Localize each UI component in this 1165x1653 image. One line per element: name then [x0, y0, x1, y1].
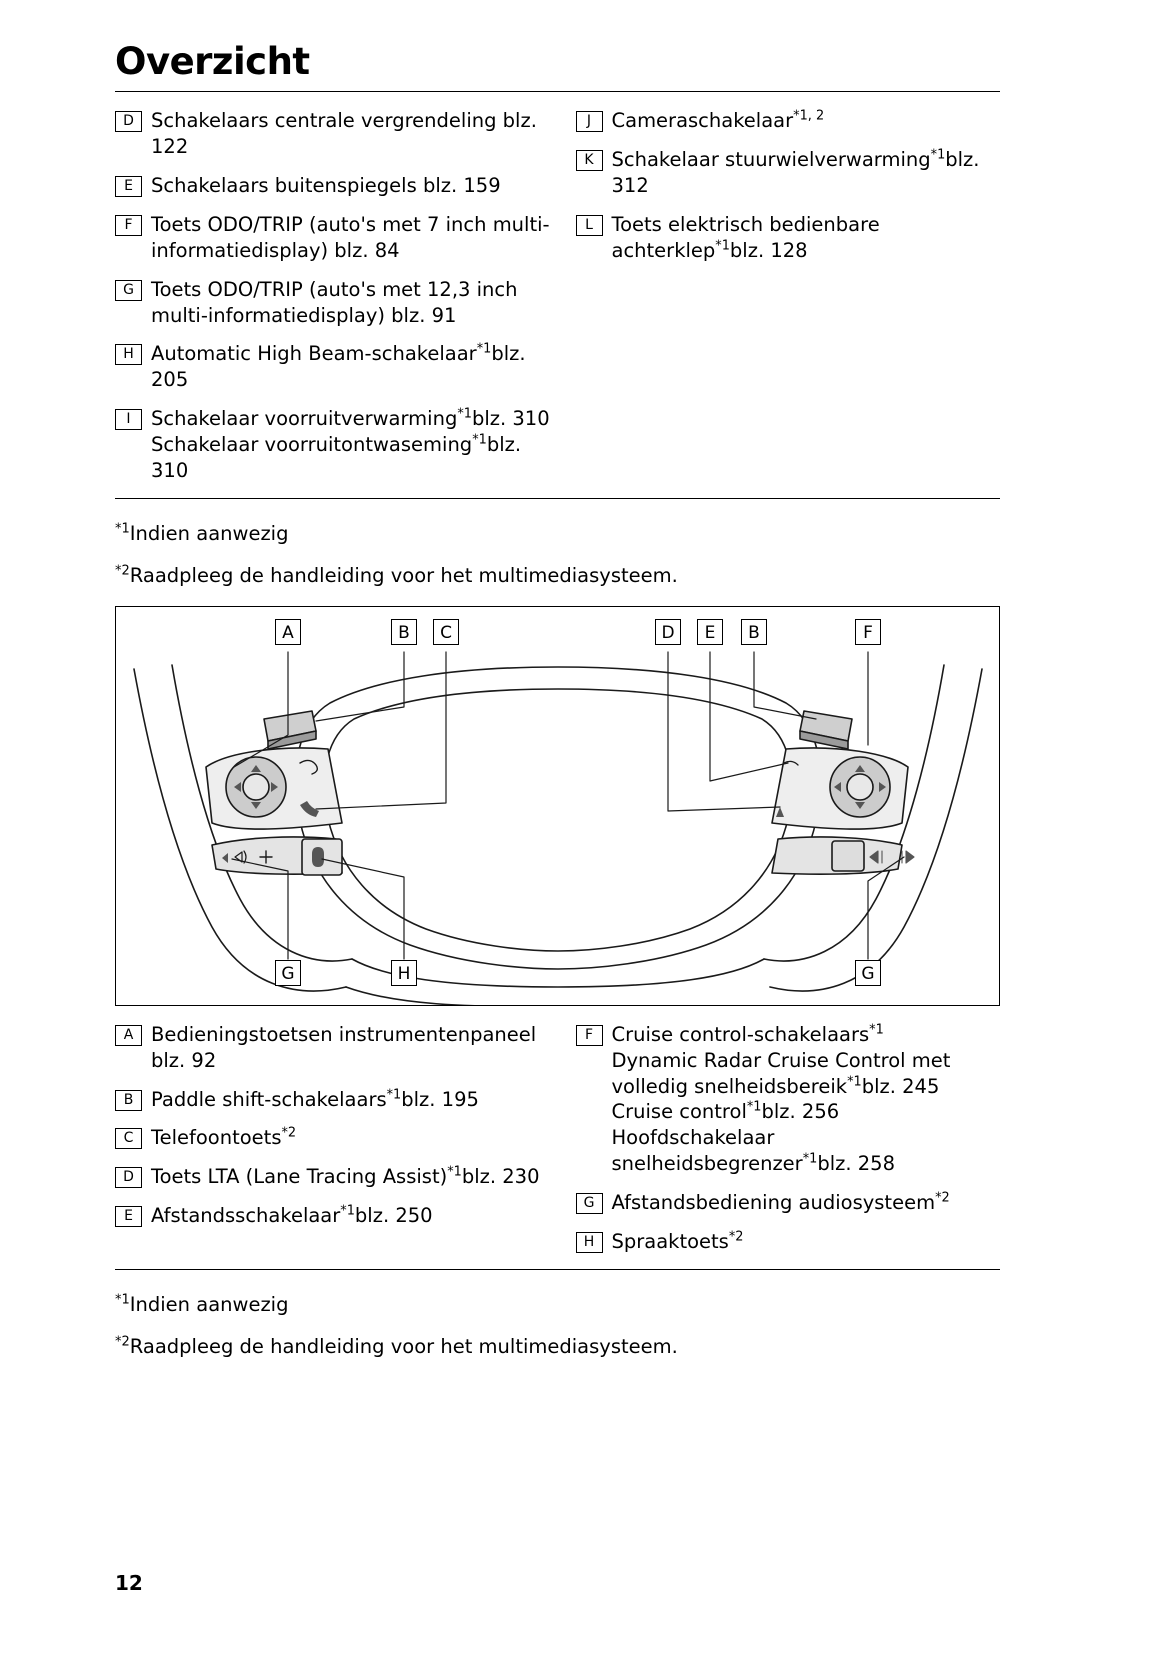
footnote-1: $^{*1}$Indien aanwezig	[115, 521, 289, 546]
legend-item	[115, 277, 558, 329]
legend-text-e: Schakelaars buitenspiegels blz. 159	[151, 173, 501, 197]
legend-item	[576, 147, 1001, 199]
figure-callout-f: F	[855, 619, 881, 645]
top-legend-left-column	[115, 108, 558, 484]
legend-key-d2: D	[115, 1167, 142, 1188]
legend-item	[576, 108, 1001, 134]
footnote-3-text: Indien aanwezig	[129, 1293, 289, 1317]
figure-callout-g-left: G	[275, 960, 301, 986]
legend-item	[115, 1087, 558, 1113]
top-footnotes	[115, 499, 1050, 590]
legend-key-c: C	[115, 1128, 142, 1149]
legend-text-k: Schakelaar stuurwielverwarming$^{*1}$blz. 312	[611, 147, 980, 197]
figure-callout-c: C	[433, 619, 459, 645]
legend-text-j: Cameraschakelaar$^{*1, 2}$	[611, 108, 825, 132]
legend-text-h: Automatic High Beam-schakelaar$^{*1}$blz. 205	[151, 341, 526, 392]
legend-text-g: Toets ODO/TRIP (auto's met 12,3 inch multi-informatiedisplay) blz. 91	[151, 277, 518, 327]
legend-item	[115, 108, 558, 160]
steering-wheel-figure	[115, 606, 1000, 1006]
legend-key-i: I	[115, 409, 142, 430]
legend-text-d2: Toets LTA (Lane Tracing Assist)$^{*1}$blz. 230	[151, 1164, 540, 1189]
legend-item	[115, 406, 558, 484]
legend-item	[115, 212, 558, 264]
legend-key-a: A	[115, 1025, 142, 1046]
legend-text-f: Toets ODO/TRIP (auto's met 7 inch multi-informatiedisplay) blz. 84	[151, 212, 550, 262]
legend-text-b: Paddle shift-schakelaars$^{*1}$blz. 195	[151, 1087, 479, 1111]
footnote-4: $^{*2}$Raadpleeg de handleiding voor het multimediasysteem.	[115, 1334, 678, 1359]
legend-item	[576, 1022, 1001, 1178]
bottom-legend-right-column	[558, 1022, 1001, 1255]
legend-text-e2: Afstandsschakelaar$^{*1}$blz. 250	[151, 1203, 433, 1228]
legend-item	[115, 173, 558, 199]
figure-callout-d: D	[655, 619, 681, 645]
figure-callout-h: H	[391, 960, 417, 986]
legend-item	[115, 1203, 558, 1229]
legend-key-j: J	[576, 111, 603, 132]
legend-key-g: G	[115, 280, 142, 301]
legend-item	[115, 341, 558, 393]
legend-text-c: Telefoontoets$^{*2}$	[151, 1125, 297, 1150]
figure-callout-b-left: B	[391, 619, 417, 645]
legend-key-f2: F	[576, 1025, 603, 1046]
legend-key-e2: E	[115, 1206, 142, 1227]
legend-item	[115, 1164, 558, 1190]
legend-key-e: E	[115, 176, 142, 197]
legend-key-d: D	[115, 111, 142, 132]
footnote-1-text: Indien aanwezig	[129, 522, 289, 546]
footnote-2: $^{*2}$Raadpleeg de handleiding voor het multimediasysteem.	[115, 563, 678, 588]
legend-item	[115, 1022, 558, 1074]
legend-item	[115, 1125, 558, 1151]
legend-key-h2: H	[576, 1232, 603, 1253]
figure-callout-a: A	[275, 619, 301, 645]
legend-key-l: L	[576, 215, 603, 236]
figure-callout-g-right: G	[855, 960, 881, 986]
legend-text-l: Toets elektrisch bedienbare achterklep$^{*1}$blz. 128	[611, 212, 880, 262]
legend-key-b: B	[115, 1090, 142, 1111]
figure-callout-e: E	[697, 619, 723, 645]
bottom-legend-left-column	[115, 1022, 558, 1255]
bottom-legend	[115, 1006, 1000, 1269]
legend-text-f2: Cruise control-schakelaars$^{*1}$ Dynamic Radar Cruise Control met volledig snelheidsbereik$^{*1}$blz. 245 Cruise control$^{*1}$blz. 256 Hoofdschakelaar snelheidsbegrenzer$^{*1}$blz. 258	[611, 1022, 951, 1176]
legend-text-a: Bedieningstoetsen instrumentenpaneel blz. 92	[151, 1022, 537, 1072]
legend-item	[576, 1190, 1001, 1216]
legend-key-f: F	[115, 215, 142, 236]
footnote-2-text: Raadpleeg de handleiding voor het multimediasysteem.	[129, 564, 678, 588]
top-legend	[115, 92, 1000, 498]
figure-callout-b-right: B	[741, 619, 767, 645]
legend-key-g2: G	[576, 1193, 603, 1214]
steering-wheel-illustration	[116, 607, 999, 1005]
legend-item	[576, 212, 1001, 264]
bottom-footnotes	[115, 1270, 1050, 1361]
page-number: 12	[115, 1571, 143, 1595]
legend-text-d: Schakelaars centrale vergrendeling blz. 122	[151, 109, 537, 158]
footnote-3: $^{*1}$Indien aanwezig	[115, 1292, 289, 1317]
top-legend-right-column	[558, 108, 1001, 484]
legend-key-h: H	[115, 344, 142, 365]
page-title: Overzicht	[115, 40, 310, 83]
legend-text-i: Schakelaar voorruitverwarming$^{*1}$blz. 310 Schakelaar voorruitontwaseming$^{*1}$blz. 310	[151, 406, 550, 483]
footnote-4-text: Raadpleeg de handleiding voor het multimediasysteem.	[129, 1335, 678, 1359]
legend-key-k: K	[576, 150, 603, 171]
legend-text-h2: Spraaktoets$^{*2}$	[611, 1229, 744, 1254]
legend-text-g2: Afstandsbediening audiosysteem$^{*2}$	[611, 1190, 950, 1215]
legend-item	[576, 1229, 1001, 1255]
